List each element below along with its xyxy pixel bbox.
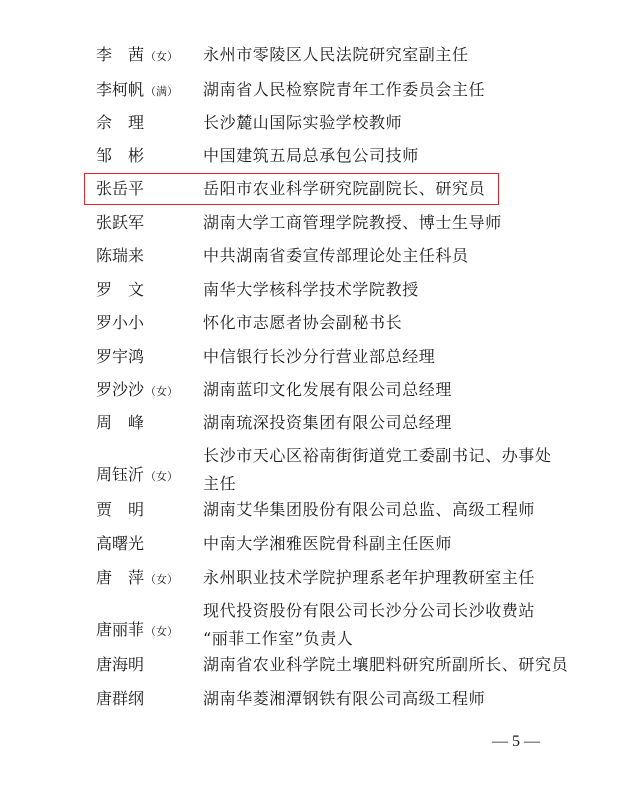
title-line: 主任 [203, 474, 237, 493]
person-name-text: 罗小小 [96, 313, 145, 332]
person-name [96, 531, 192, 559]
person-name-text: 唐群纲 [96, 689, 145, 708]
person-name-text: 唐 萍 [96, 568, 145, 587]
person-name [96, 310, 192, 338]
gender-note: （女） [145, 573, 179, 586]
person-name-text: 李 茜 [96, 45, 145, 64]
title-line: 长沙市天心区裕南街街道党工委副书记、办事处 [203, 446, 552, 465]
gender-note: （女） [145, 50, 179, 63]
person-title [203, 41, 603, 69]
person-name [96, 344, 192, 372]
title-line: 永州职业技术学院护理系老年护理教研室主任 [203, 568, 536, 587]
person-title [203, 564, 603, 592]
person-name [96, 410, 192, 438]
person-title [203, 409, 603, 437]
title-line: 永州市零陵区人民法院研究室副主任 [203, 45, 469, 64]
page-number: — 5 — [492, 733, 540, 750]
person-name-text: 周 峰 [96, 413, 145, 432]
person-name-text: 罗 文 [96, 280, 145, 299]
title-line: 岳阳市农业科学研究院副院长、研究员 [203, 179, 486, 198]
person-name-text: 张跃军 [96, 213, 145, 232]
person-name [96, 686, 192, 714]
person-title [203, 76, 603, 104]
person-name-text: 高曙光 [96, 534, 145, 553]
title-line: 中共湖南省委宣传部理论处主任科员 [203, 246, 469, 265]
person-name-text: 邹 彬 [96, 146, 145, 165]
person-name-text: 贾 明 [96, 500, 145, 519]
person-name-text: 李柯帆 [96, 80, 145, 99]
person-title [203, 209, 603, 237]
title-line: 中信银行长沙分行营业部总经理 [203, 347, 436, 366]
title-line: 湖南琉深投资集团有限公司总经理 [203, 413, 453, 432]
highlight-box [84, 173, 499, 205]
person-name-text: 张岳平 [96, 179, 145, 198]
person-name [96, 243, 192, 271]
title-line: 湖南蓝印文化发展有限公司总经理 [203, 380, 453, 399]
person-title [203, 343, 603, 371]
person-title [203, 109, 603, 137]
person-name [96, 210, 192, 238]
person-name-text: 唐丽菲 [96, 620, 145, 639]
person-title [203, 496, 603, 524]
person-title [203, 242, 603, 270]
title-line: 湖南大学工商管理学院教授、博士生导师 [203, 213, 502, 232]
gender-note: （女） [145, 470, 179, 483]
title-line: “丽菲工作室”负责人 [203, 629, 354, 648]
person-title [203, 142, 603, 170]
person-name-text: 陈瑞来 [96, 246, 145, 265]
title-line: 中南大学湘雅医院骨科副主任医师 [203, 534, 453, 553]
person-name [96, 143, 192, 171]
person-name [96, 565, 192, 593]
person-title [203, 651, 603, 679]
person-name [96, 652, 192, 680]
title-line: 中国建筑五局总承包公司技师 [203, 146, 419, 165]
gender-note: （女） [145, 385, 179, 398]
person-name-text: 佘 理 [96, 113, 145, 132]
title-line: 南华大学核科学技术学院教授 [203, 280, 419, 299]
person-title [203, 685, 603, 713]
person-name [96, 277, 192, 305]
person-name [96, 42, 192, 70]
person-title [203, 530, 603, 558]
title-line: 现代投资股份有限公司长沙分公司长沙收费站 [203, 601, 536, 620]
person-name-text: 唐海明 [96, 655, 145, 674]
person-name-text: 周钰沂 [96, 465, 145, 484]
title-line: 长沙麓山国际实验学校教师 [203, 113, 403, 132]
person-name [96, 462, 192, 490]
person-name-text: 罗宇鸿 [96, 347, 145, 366]
title-line: 湖南华菱湘潭钢铁有限公司高级工程师 [203, 689, 486, 708]
person-title [203, 276, 603, 304]
title-line: 湖南省农业科学院土壤肥料研究所副所长、研究员 [203, 655, 569, 674]
person-title [203, 376, 603, 404]
person-name [96, 377, 192, 405]
title-line: 湖南省人民检察院青年工作委员会主任 [203, 80, 486, 99]
gender-note: （女） [145, 625, 179, 638]
person-name [96, 617, 192, 645]
title-line: 怀化市志愿者协会副秘书长 [203, 313, 403, 332]
title-line: 湖南艾华集团股份有限公司总监、高级工程师 [203, 500, 536, 519]
person-name [96, 110, 192, 138]
person-name [96, 497, 192, 525]
person-name [96, 77, 192, 105]
person-title [203, 442, 603, 498]
person-name-text: 罗沙沙 [96, 380, 145, 399]
person-title [203, 309, 603, 337]
person-title [203, 597, 603, 653]
gender-note: （满） [145, 85, 179, 98]
